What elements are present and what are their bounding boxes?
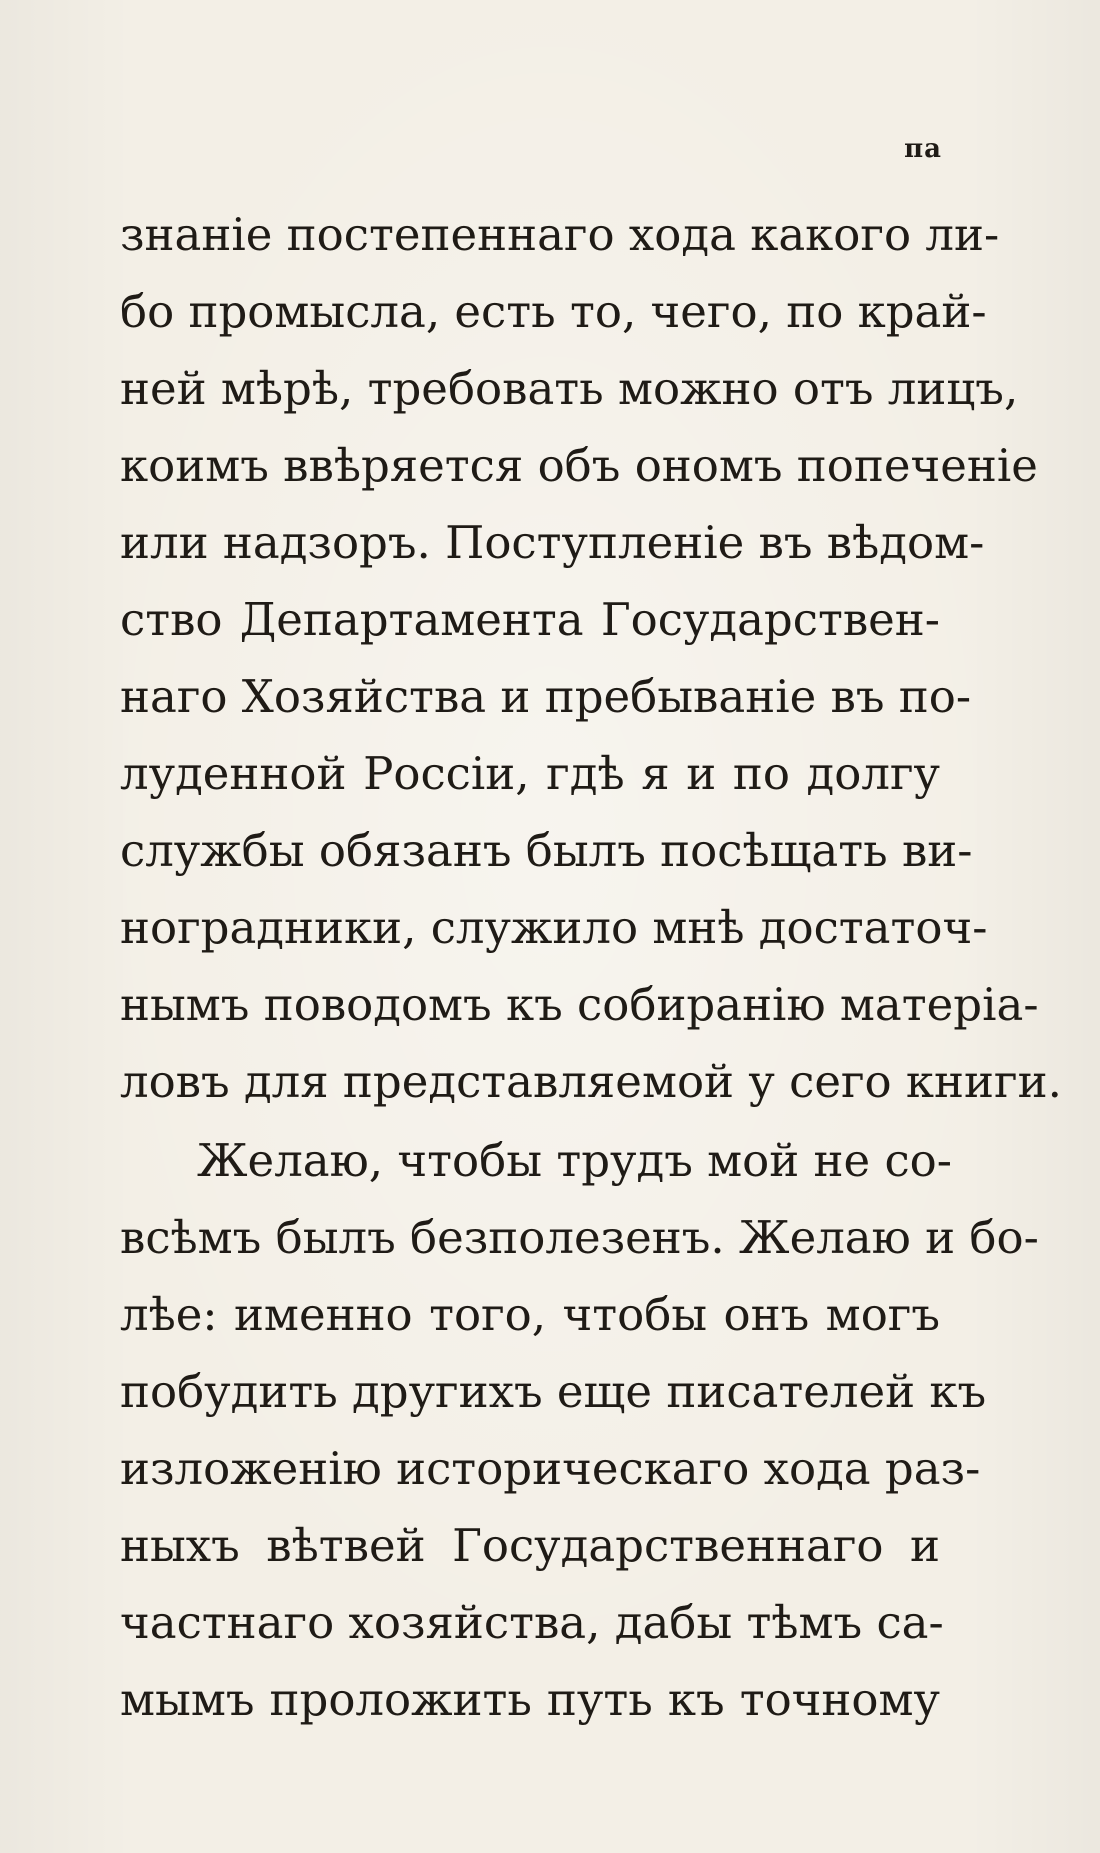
text-line: мымъ проложить путь къ точному — [120, 1673, 940, 1726]
text-line: бо промысла, есть то, чего, по край- — [120, 285, 987, 338]
text-line: всѣмъ былъ безполезенъ. Желаю и бо- — [120, 1211, 1039, 1264]
text-line: луденной Россіи, гдѣ я и по долгу — [120, 747, 940, 800]
text-line: коимъ ввѣряется объ ономъ попеченіе — [120, 439, 1038, 492]
text-line: или надзоръ. Поступленіе въ вѣдом- — [120, 516, 985, 569]
paragraph-2 — [120, 1122, 1039, 1738]
page-catchword: па — [904, 134, 942, 164]
text-line: Желаю, чтобы трудъ мой не со- — [197, 1134, 952, 1187]
text-line: службы обязанъ былъ посѣщать ви- — [120, 824, 973, 877]
text-line: ней мѣрѣ, требовать можно отъ лицъ, — [120, 362, 1019, 415]
text-line: побудить другихъ еще писателей къ — [120, 1365, 987, 1418]
text-line: ныхъ вѣтвей Государственнаго и — [120, 1519, 940, 1572]
text-line: знаніе постепеннаго хода какого ли- — [120, 208, 1000, 261]
text-line: ство Департамента Государствен- — [120, 593, 940, 646]
body-text — [120, 196, 1062, 1738]
text-line: частнаго хозяйства, дабы тѣмъ са- — [120, 1596, 944, 1649]
text-line: изложенію историческаго хода раз- — [120, 1442, 981, 1495]
text-line: нымъ поводомъ къ собиранію матеріа- — [120, 978, 1039, 1031]
text-line: ноградники, служило мнѣ достаточ- — [120, 901, 988, 954]
text-line: ловъ для представляемой у сего книги. — [120, 1055, 1062, 1108]
text-line: лѣе: именно того, чтобы онъ могъ — [120, 1288, 940, 1341]
text-line: наго Хозяйства и пребываніе въ по- — [120, 670, 972, 723]
paragraph-1 — [120, 196, 1062, 1120]
